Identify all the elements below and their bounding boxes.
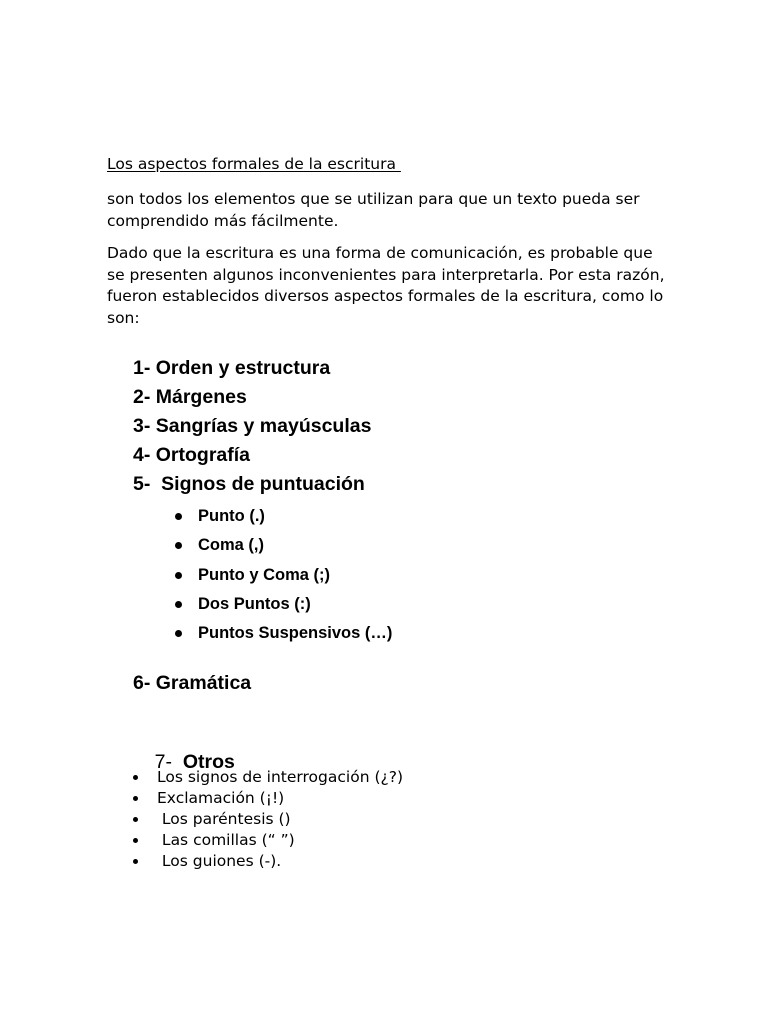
bullet-icon (133, 859, 138, 864)
bullet-icon (175, 513, 182, 520)
list-item-label: Los guiones (-). (157, 852, 282, 870)
list-item (175, 590, 392, 619)
list-item (133, 788, 403, 809)
list-item (133, 767, 403, 788)
list-item-label: Los signos de interrogación (¿?) (157, 768, 403, 786)
list-item-label: Dos Puntos (:) (198, 594, 311, 613)
bullet-icon (175, 572, 182, 579)
numbered-item: 2- Márgenes (133, 386, 247, 408)
item-number: 7- (154, 751, 173, 773)
list-item-label: Punto y Coma (;) (198, 565, 330, 584)
list-item-label: Exclamación (¡!) (157, 789, 285, 807)
item-label: Otros (182, 751, 235, 773)
list-item (175, 502, 392, 531)
bullet-icon (175, 601, 182, 608)
bullet-icon (175, 542, 182, 549)
numbered-item-grammar: 6- Gramática (133, 672, 252, 694)
others-list (133, 767, 403, 872)
numbered-item: 5- Signos de puntuación (133, 473, 365, 495)
list-item (133, 809, 403, 830)
list-item (133, 830, 403, 851)
numbered-item: 1- Orden y estructura (133, 357, 331, 379)
list-item-label: Las comillas (“ ”) (157, 831, 295, 849)
list-item (175, 619, 392, 648)
list-item-label: Los paréntesis () (157, 810, 291, 828)
bullet-icon (133, 796, 138, 801)
bullet-icon (175, 630, 182, 637)
list-item-label: Coma (,) (198, 536, 264, 555)
bullet-icon (133, 775, 138, 780)
list-item (133, 851, 403, 872)
punctuation-list (175, 502, 392, 648)
intro-paragraph: son todos los elementos que se utilizan para que un texto pueda ser comprendido más fácilmente. (107, 190, 640, 230)
numbered-item: 4- Ortografía (133, 444, 251, 466)
numbered-list (133, 354, 371, 499)
context-paragraph: Dado que la escritura es una forma de comunicación, es probable que se presenten algunos inconvenientes para interpretarla. Por esta razón, fueron establecidos diversos aspectos formales de la escritura, como lo son: (107, 244, 665, 327)
list-item (175, 561, 392, 590)
numbered-item: 3- Sangrías y mayúsculas (133, 415, 372, 437)
document-title: Los aspectos formales de la escritura (107, 155, 401, 173)
list-item-label: Puntos Suspensivos (…) (198, 624, 393, 643)
list-item (175, 531, 392, 560)
bullet-icon (133, 817, 138, 822)
bullet-icon (133, 838, 138, 843)
list-item-label: Punto (.) (198, 507, 265, 525)
